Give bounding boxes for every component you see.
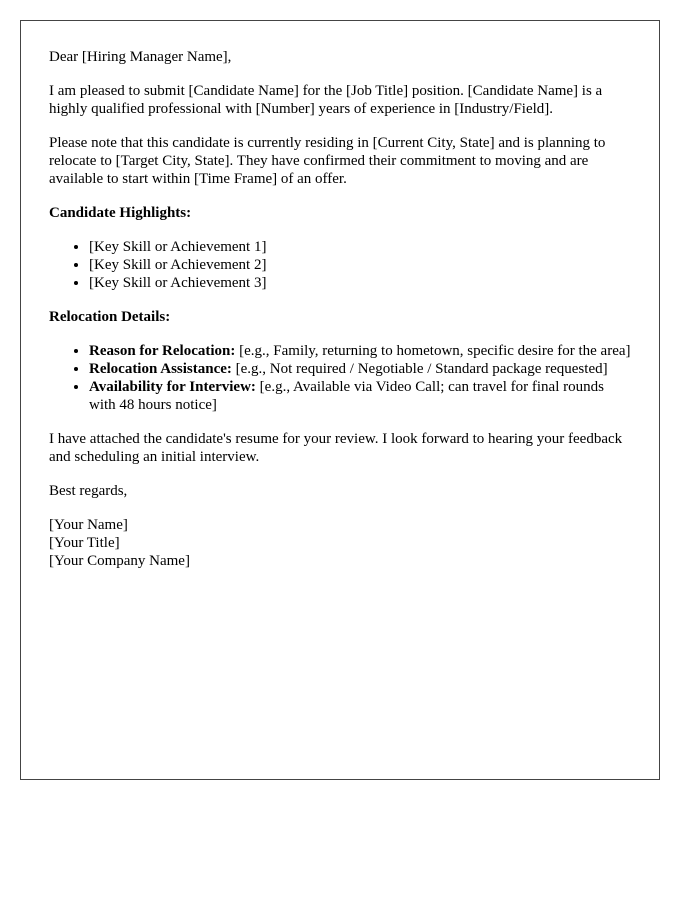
list-item: • [Key Skill or Achievement 1] [89,238,631,256]
relocation-reason-text: [e.g., Family, returning to hometown, specific desire for the area] [235,343,631,359]
interview-availability-text: [e.g., Available via Video Call; can travel for final rounds with 48 hours notice] [89,379,604,413]
signature-title: [Your Title] [49,535,120,551]
list-item: • [Key Skill or Achievement 2] [89,256,631,274]
list-item [89,360,631,378]
sign-off: Best regards, [49,483,128,499]
relocation-assistance-text: [e.g., Not required / Negotiable / Standard package requested] [231,361,608,377]
highlights-heading: Candidate Highlights: [49,205,192,221]
signature-name: [Your Name] [49,517,128,533]
relocation-reason-label: Reason for Relocation: [89,343,236,359]
signature-block [49,516,631,570]
highlights-list [49,238,631,292]
closing-paragraph: I have attached the candidate's resume for your review. I look forward to hearing your feedback and scheduling an initial interview. [49,431,623,465]
list-item [89,378,631,414]
list-item [89,342,631,360]
relocation-assistance-label: Relocation Assistance: [89,361,232,377]
relocation-note-paragraph: Please note that this candidate is currently residing in [Current City, State] and is planning to relocate to [Target City, State]. They have confirmed their commitment to moving and are available to start within [Time Frame] of an offer. [49,135,606,187]
greeting: Dear [Hiring Manager Name], [49,49,232,65]
relocation-details-list [49,342,631,414]
signature-company: [Your Company Name] [49,553,190,569]
interview-availability-label: Availability for Interview: [89,379,256,395]
relocation-details-heading: Relocation Details: [49,309,171,325]
list-item: • [Key Skill or Achievement 3] [89,274,631,292]
intro-paragraph: I am pleased to submit [Candidate Name] for the [Job Title] position. [Candidate Name] is a highly qualified professional with [Number] years of experience in [Industry/Field]. [49,83,603,117]
letter-page [20,20,660,780]
